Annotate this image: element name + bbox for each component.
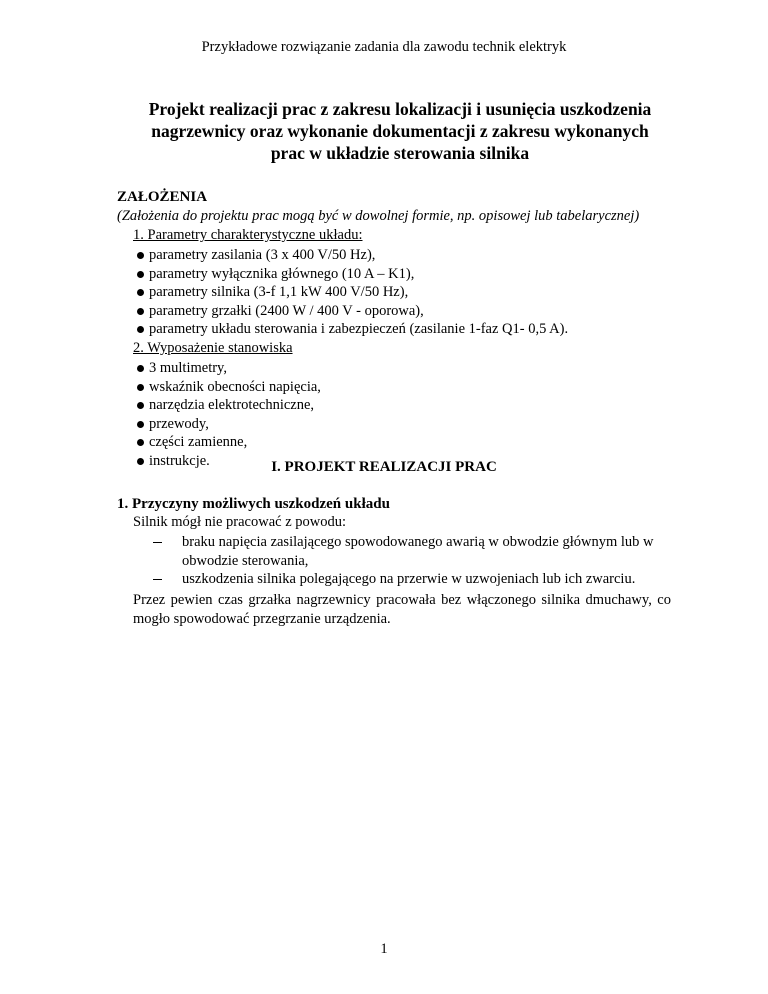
list-item: uszkodzenia silnika polegającego na przerwie w uzwojeniach lub ich zwarciu. xyxy=(150,570,670,589)
section-1-title: 1. Parametry charakterystyczne układu: xyxy=(133,227,363,243)
assumptions-heading: ZAŁOŻENIA xyxy=(117,189,208,205)
list-item: części zamienne, xyxy=(137,433,321,452)
list-item: parametry silnika (3-f 1,1 kW 400 V/50 Hz), xyxy=(137,283,568,302)
causes-paragraph: Przez pewien czas grzałka nagrzewnicy pracowała bez włączonego silnika dmuchawy, co mogło spowodować przegrzanie urządzenia. xyxy=(133,592,671,627)
project-heading: I. PROJEKT REALIZACJI PRAC xyxy=(271,459,497,475)
section-2-title: 2. Wyposażenie stanowiska xyxy=(133,340,293,356)
causes-heading: 1. Przyczyny możliwych uszkodzeń układu xyxy=(117,496,390,512)
list-item: 3 multimetry, xyxy=(137,359,321,378)
assumptions-note: (Założenia do projektu prac mogą być w dowolnej formie, np. opisowej lub tabelarycznej) xyxy=(117,208,640,224)
bullet-icon xyxy=(137,402,144,409)
page-header: Przykładowe rozwiązanie zadania dla zawodu technik elektryk xyxy=(201,39,567,55)
list-item: parametry zasilania (3 x 400 V/50 Hz), xyxy=(137,246,568,265)
title-line-3: prac w układzie sterowania silnika xyxy=(270,143,530,163)
bullet-icon xyxy=(137,252,144,259)
list-item: parametry układu sterowania i zabezpieczeń (zasilanie 1-faz Q1- 0,5 A). xyxy=(137,320,568,339)
bullet-icon xyxy=(137,271,144,278)
list-item: parametry wyłącznika głównego (10 A – K1), xyxy=(137,265,568,284)
dash-icon xyxy=(153,579,162,580)
bullet-icon xyxy=(137,365,144,372)
equipment-list xyxy=(137,359,321,471)
title-line-2: nagrzewnicy oraz wykonanie dokumentacji z zakresu wykonanych xyxy=(151,121,649,141)
list-item: parametry grzałki (2400 W / 400 V - oporowa), xyxy=(137,302,568,321)
bullet-icon xyxy=(137,308,144,315)
list-item: przewody, xyxy=(137,415,321,434)
causes-intro: Silnik mógł nie pracować z powodu: xyxy=(133,514,347,530)
bullet-icon xyxy=(137,439,144,446)
page-number: 1 xyxy=(380,941,388,957)
bullet-icon xyxy=(137,384,144,391)
title-line-1: Projekt realizacji prac z zakresu lokalizacji i usunięcia uszkodzenia xyxy=(148,99,652,119)
list-item: wskaźnik obecności napięcia, xyxy=(137,378,321,397)
dash-icon xyxy=(153,542,162,543)
parameters-list xyxy=(137,246,568,339)
list-item: instrukcje. xyxy=(137,452,321,471)
bullet-icon xyxy=(137,289,144,296)
causes-list xyxy=(150,533,670,589)
document-title xyxy=(120,98,680,164)
bullet-icon xyxy=(137,421,144,428)
list-item: braku napięcia zasilającego spowodowanego awarią w obwodzie głównym lub w obwodzie sterowania, xyxy=(150,533,670,570)
bullet-icon xyxy=(137,326,144,333)
list-item: narzędzia elektrotechniczne, xyxy=(137,396,321,415)
